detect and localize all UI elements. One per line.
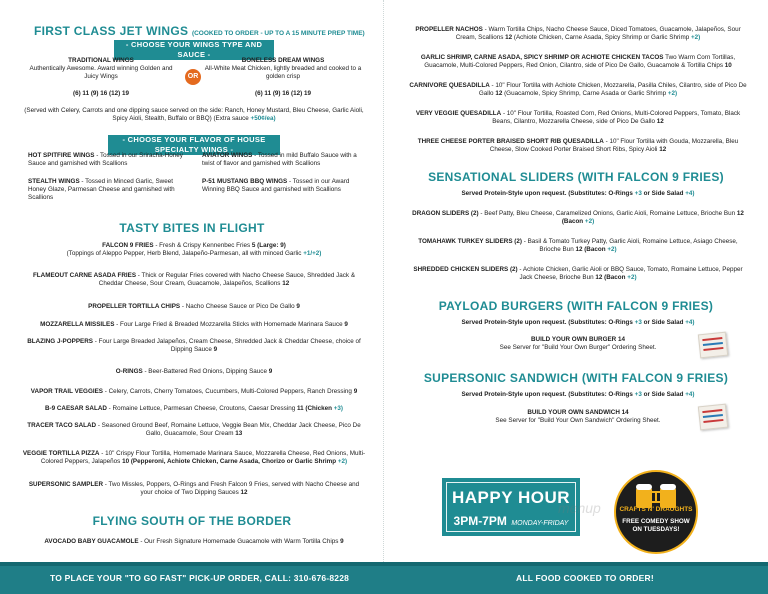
- specialty-p51-mustang: [202, 178, 364, 194]
- bites-item-veggies: [14, 388, 374, 396]
- item-name: DRAGON SLIDERS (2): [412, 210, 479, 217]
- item-extra-price: +2): [607, 246, 617, 253]
- specialty-desc: - Tossed in Minced Garlic, Sweet Honey Glaze, Parmesan Cheese and garnished with Scallions: [28, 178, 175, 201]
- item-name: VEGGIE TORTILLA PIZZA: [22, 450, 100, 457]
- item-price: 10 (Pepperoni, Achiote Chicken, Carne Asada, Chorizo or Garlic Shrimp: [122, 458, 337, 465]
- item-extra-price: +2): [584, 218, 595, 225]
- item-name: TOMAHAWK TURKEY SLIDERS (2): [418, 238, 522, 245]
- specialty-aviator: [202, 152, 364, 168]
- footer-band: [0, 562, 768, 566]
- item-price: 12: [282, 280, 290, 287]
- border-item-guacamole: [24, 538, 364, 546]
- item-desc: - Two Missles, Poppers, O-Rings and Fresh Falcon 9 Fries, served with Nacho Cheese and your choice of Two Dipping Sauces: [104, 481, 360, 496]
- note-salad-text: or Side Salad: [643, 319, 684, 326]
- sandwich-order-sheet-icon: [698, 404, 728, 431]
- footer-cooked-to-order: ALL FOOD COOKED TO ORDER!: [516, 573, 654, 583]
- bites-item-o-rings: [24, 368, 364, 376]
- wings-title: [34, 24, 365, 38]
- item-desc: - Nacho Cheese Sauce or Pico De Gallo: [181, 303, 295, 310]
- footer-phone-order: TO PLACE YOUR "TO GO FAST" PICK-UP ORDER, CALL: 310-676-8228: [50, 573, 350, 583]
- specialty-desc: - Tossed in our Award Winning BBQ Sauce and garnished with Scallions: [202, 178, 350, 193]
- item-price: 12: [659, 146, 667, 153]
- watermark: menup: [558, 500, 601, 516]
- item-extra-price: +2): [627, 274, 637, 281]
- traditional-wings-name: TRADITIONAL WINGS: [68, 57, 134, 64]
- item-name: SHREDDED CHICKEN SLIDERS (2): [413, 266, 518, 273]
- item-desc: - 10" Flour Tortilla with Gouda, Mozzarella, Bleu Cheese, Slow Cooked Porter Braised Short Ribs, Spicy Aioli: [489, 138, 739, 153]
- item-price: 9: [296, 303, 300, 310]
- item-desc: - Seasoned Ground Beef, Romaine Lettuce, Veggie Bean Mix, Cheddar Jack Cheese, Pico De Gallo, Guacamole, Sour Cream: [97, 422, 361, 437]
- item-name: O-RINGS: [115, 368, 143, 375]
- item-desc: - Basil & Tomato Turkey Patty, Garlic Aioli, Romaine Lettuce, Asiago Cheese, Brioche Bun: [523, 238, 738, 253]
- item-desc: - Thick or Regular Fries covered with Nacho Cheese Sauce, Shredded Jack & Cheddar Cheese, Sour Cream, Guacamole, Jalapeños, Scallions: [98, 272, 356, 287]
- item-price: 12 (Bacon: [575, 246, 606, 253]
- item-extra-price: +2): [337, 458, 348, 465]
- specialty-desc: - Tossed in mild Buffalo Sauce with a twist of flavor and garnished with Scallions: [202, 152, 357, 167]
- bites-item-tortilla-chips: [24, 303, 364, 311]
- item-desc: - Warm Tortilla Chips, Nacho Cheese Sauce, Diced Tomatoes, Guacamole, Jalapeños, Sour Cream, Scallions: [455, 26, 741, 41]
- logo-comedy-line2: ON TUESDAYS!: [632, 526, 680, 533]
- item-price: 9: [268, 368, 273, 375]
- item-tacos: [408, 54, 748, 70]
- item-name: BUILD YOUR OWN BURGER: [530, 336, 617, 343]
- item-desc: - Our Fresh Signature Homemade Guacamole with Warm Tortilla Chips: [140, 538, 339, 545]
- bites-item-taco-salad: [24, 422, 364, 438]
- note-text: Served Protein-Style upon request. (Substitutes: O-Rings: [461, 319, 633, 326]
- item-price: 12 (Bacon: [561, 210, 744, 225]
- item-desc: See Server for "Build Your Own Burger" Ordering Sheet.: [499, 344, 657, 351]
- slider-dragon: [408, 210, 748, 226]
- item-name: PROPELLER TORTILLA CHIPS: [88, 303, 181, 310]
- item-desc-extra: (Toppings of Aleppo Pepper, Herb Blend, Jalapeño-Parmesan, all with minced Garlic: [66, 250, 302, 257]
- wings-extra-sauce-price: +50¢/ea): [250, 115, 276, 122]
- item-name: THREE CHEESE PORTER BRAISED SHORT RIB QUESADILLA: [417, 138, 604, 145]
- item-price: 9: [344, 321, 348, 328]
- or-badge: OR: [185, 69, 201, 85]
- traditional-wings-desc: Authentically Awesome. Award winning Golden and Juicy Wings: [29, 65, 173, 80]
- item-desc: - Four Large Breaded Jalapeños, Cream Cheese, Shredded Jack & Cheddar Cheese, choice of Dipping Sauce: [94, 338, 361, 353]
- bites-item-tortilla-pizza: [14, 450, 374, 466]
- item-price: 9: [353, 388, 358, 395]
- note-text: Served Protein-Style upon request. (Substitutes: O-Rings: [461, 190, 633, 197]
- item-name: VERY VEGGIE QUESADILLA: [415, 110, 502, 117]
- item-price: 10: [724, 62, 732, 69]
- burgers-note: [398, 319, 758, 327]
- item-price: 14: [617, 336, 625, 343]
- item-price: 11 (Chicken: [296, 405, 332, 412]
- note-orings-price: +3: [634, 319, 642, 326]
- item-desc-extra: (Guacamole, Spicy Shrimp, Carne Asada or Garlic Shrimp: [504, 90, 667, 97]
- note-salad-price: +4): [685, 319, 695, 326]
- item-desc: - 10" Crispy Flour Tortilla, Homemade Marinara Sauce, Mozzarella Cheese, Red Onions, Multi-Colored Peppers, Jalapeños: [40, 450, 366, 465]
- wings-title-note: (COOKED TO ORDER - UP TO A 15 MINUTE PREP TIME): [191, 30, 365, 37]
- specialty-name: HOT SPITFIRE WINGS: [28, 152, 95, 159]
- bites-item-sampler: [24, 481, 364, 497]
- item-price: 12: [240, 489, 248, 496]
- item-desc: - Beer-Battered Red Onions, Dipping Sauce: [144, 368, 267, 375]
- note-orings-price: +3: [634, 190, 642, 197]
- sandwich-title: SUPERSONIC SANDWICH (WITH FALCON 9 FRIES): [423, 371, 729, 385]
- burgers-title: PAYLOAD BURGERS (WITH FALCON 9 FRIES): [438, 299, 714, 313]
- boneless-wings-prices: (6) 11 (9) 16 (12) 19: [254, 90, 311, 97]
- happy-hour-days: MONDAY-FRIDAY: [511, 520, 569, 527]
- item-desc: - 10" Flour Tortilla with Achiote Chicken, Mozzarella, Pasilla Chiles, Cilantro, side of Pico De Gallo: [478, 82, 747, 97]
- sliders-note: [398, 190, 758, 198]
- item-name: PROPELLER NACHOS: [415, 26, 483, 33]
- item-desc-extra: (Achiote Chicken, Carne Asada, Spicy Shrimp or Garlic Shrimp: [513, 34, 690, 41]
- item-price: 12: [505, 34, 513, 41]
- wings-served-text: (Served with Celery, Carrots and one dipping sauce served on the side: Ranch, Honey Mustard, Bleu Cheese, Garlic Aioli, Spicy Aioli, Stealth, Buffalo or BBQ) (Extra sauce: [24, 107, 364, 122]
- item-price: 13: [235, 430, 243, 437]
- item-price: 9: [340, 538, 344, 545]
- slider-shredded-chicken: [408, 266, 748, 282]
- item-name: BUILD YOUR OWN SANDWICH: [527, 409, 620, 416]
- logo-name: CRAFTS N' DRAUGHTS: [619, 506, 693, 513]
- item-price: 9: [213, 346, 218, 353]
- note-orings-price: +3: [634, 391, 642, 398]
- item-price: 12: [656, 118, 664, 125]
- item-desc: Two Warm Corn Tortillas, Guacamole, Multi-Colored Peppers, Red Onion, Cilantro, side of Pico De Gallo, Guacamole & Tortilla Chips: [424, 54, 736, 69]
- specialty-name: AVIATOR WINGS: [202, 152, 253, 159]
- item-price: 12: [495, 90, 503, 97]
- bites-item-flameout-fries: [24, 272, 364, 288]
- item-name: TRACER TACO SALAD: [27, 422, 97, 429]
- item-extra-price: +2): [667, 90, 678, 97]
- left-column: [0, 0, 384, 562]
- boneless-wings-desc: All-White Meat Chicken, lightly breaded and cooked to a golden crisp: [204, 65, 362, 80]
- specialty-desc: - Tossed in our Sriracha-Honey Sauce and garnished with Scallions: [28, 152, 183, 167]
- boneless-wings-name: BONELESS DREAM WINGS: [241, 57, 325, 64]
- item-name: B-9 CAESAR SALAD: [44, 405, 107, 412]
- bites-item-caesar: [24, 405, 364, 413]
- item-desc: - Celery, Carrots, Cherry Tomatoes, Cucumbers, Multi-Colored Peppers, Ranch Dressing: [104, 388, 352, 395]
- item-desc: - 10" Flour Tortilla, Roasted Corn, Red Onions, Multi-Colored Peppers, Tomato, Black Beans, Cilantro, Mozzarella Cheese, side of Pico De Gallo: [492, 110, 741, 125]
- item-desc: - Four Large Fried & Breaded Mozzarella Sticks with Homemade Marinara Sauce: [116, 321, 343, 328]
- happy-hour-title: HAPPY HOUR: [451, 488, 571, 507]
- choose-wings-bar: - CHOOSE YOUR WINGS TYPE AND SAUCE -: [114, 40, 274, 60]
- build-your-own-sandwich: [448, 409, 708, 425]
- item-desc: - Beef Patty, Bleu Cheese, Caramelized Onions, Garlic Aioli, Romaine Lettuce, Brioche Bun: [480, 210, 736, 217]
- note-salad-price: +4): [685, 391, 695, 398]
- specialty-stealth: [28, 178, 188, 202]
- item-price: 14: [621, 409, 629, 416]
- border-title: FLYING SOUTH OF THE BORDER: [92, 514, 292, 528]
- logo-comedy-line1: FREE COMEDY SHOW: [622, 518, 690, 525]
- item-price: 5 (Large: 9): [251, 242, 286, 249]
- item-desc: - Romaine Lettuce, Parmesan Cheese, Croutons, Caesar Dressing: [108, 405, 296, 412]
- choose-flavor-bar: - CHOOSE YOUR FLAVOR OF HOUSE SPECIALTY WINGS -: [108, 135, 280, 155]
- item-extra-price: +3): [333, 405, 343, 412]
- bites-title: TASTY BITES IN FLIGHT: [119, 221, 265, 235]
- item-name: FLAMEOUT CARNE ASADA FRIES: [32, 272, 137, 279]
- specialty-name: P-51 MUSTANG BBQ WINGS: [202, 178, 288, 185]
- item-desc: - Fresh & Crispy Kennenbec Fries: [155, 242, 251, 249]
- burger-order-sheet-icon: [698, 332, 728, 359]
- item-desc: - Achiote Chicken, Garlic Aioli or BBQ Sauce, Tomato, Romaine Lettuce, Pepper Jack Cheese, Brioche Bun: [519, 266, 743, 281]
- item-price: 12 (Bacon: [595, 274, 626, 281]
- specialty-name: STEALTH WINGS: [28, 178, 80, 185]
- note-salad-text: or Side Salad: [643, 190, 684, 197]
- item-name: SUPERSONIC SAMPLER: [28, 481, 104, 488]
- item-desc: See Server for "Build Your Own Sandwich" Ordering Sheet.: [495, 417, 661, 424]
- wings-title-text: FIRST CLASS JET WINGS: [34, 24, 189, 38]
- item-name: CARNIVORE QUESADILLA: [409, 82, 490, 89]
- happy-hour-time: 3PM-7PM: [453, 514, 507, 528]
- bites-item-mozzarella: [24, 321, 364, 329]
- note-salad-text: or Side Salad: [643, 391, 684, 398]
- sliders-title: SENSATIONAL SLIDERS (WITH FALCON 9 FRIES): [428, 170, 724, 184]
- sandwich-note: [398, 391, 758, 399]
- item-extra-price: +2): [690, 34, 701, 41]
- traditional-wings-prices: (6) 11 (9) 16 (12) 19: [72, 90, 129, 97]
- specialty-hot-spitfire: [28, 152, 188, 168]
- item-short-rib-quesadilla: [408, 138, 748, 154]
- item-name: MOZZARELLA MISSILES: [40, 321, 115, 328]
- item-name: AVOCADO BABY GUACAMOLE: [44, 538, 139, 545]
- footer-bar: [0, 562, 768, 594]
- note-text: Served Protein-Style upon request. (Substitutes: O-Rings: [461, 391, 633, 398]
- note-salad-price: +4): [685, 190, 695, 197]
- item-name: GARLIC SHRIMP, CARNE ASADA, SPICY SHRIMP OR ACHIOTE CHICKEN TACOS: [420, 54, 664, 61]
- item-extra-price: +1/+2): [303, 250, 322, 257]
- slider-tomahawk: [408, 238, 748, 254]
- item-name: VAPOR TRAIL VEGGIES: [30, 388, 103, 395]
- crafts-n-draughts-logo: [614, 470, 698, 554]
- item-name: FALCON 9 FRIES: [102, 242, 154, 249]
- bites-item-falcon-fries: [24, 242, 364, 258]
- wings-served-with: [24, 107, 364, 123]
- bites-item-j-poppers: [24, 338, 364, 354]
- item-propeller-nachos: [408, 26, 748, 42]
- item-carnivore-quesadilla: [408, 82, 748, 98]
- item-name: BLAZING J-POPPERS: [27, 338, 93, 345]
- build-your-own-burger: [448, 336, 708, 352]
- item-veggie-quesadilla: [408, 110, 748, 126]
